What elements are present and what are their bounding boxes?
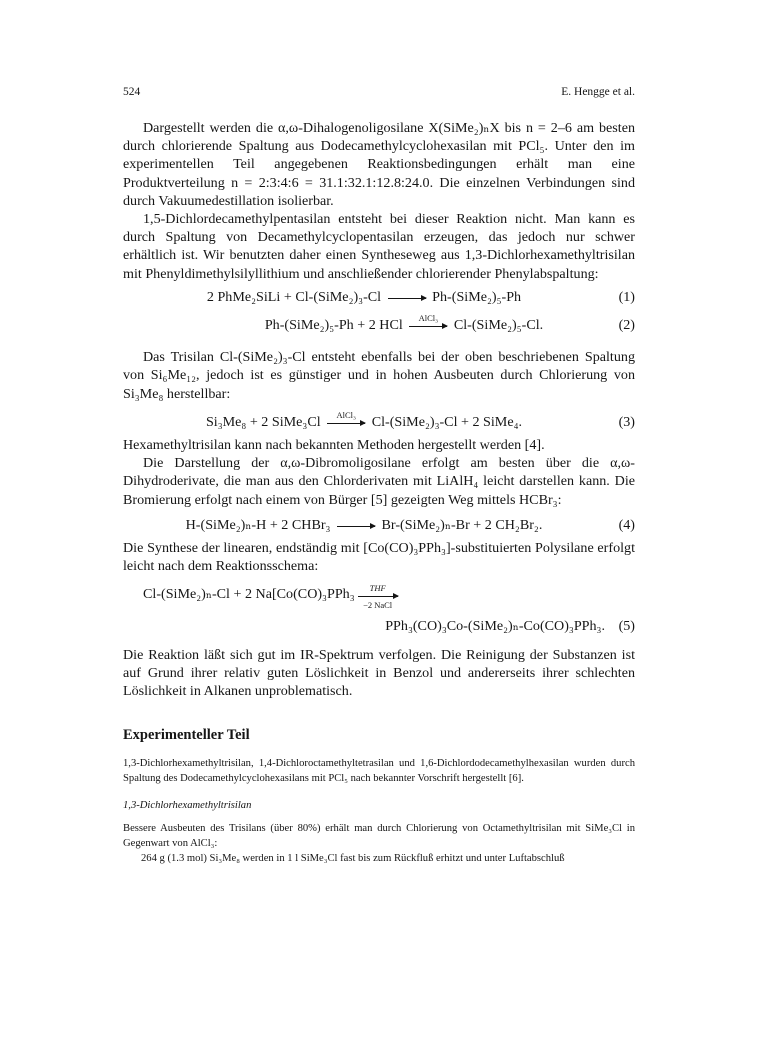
running-author: E. Hengge et al. <box>561 86 635 98</box>
equation-3 <box>123 409 635 431</box>
subsection-paragraph-1: Bessere Ausbeuten des Trisilans (über 80%) erhält man durch Chlorierung von Octamethyltrisilan mit SiMe₃Cl in Gegenwart von AlCl₃: <box>123 823 635 850</box>
reaction-arrow-icon <box>409 312 447 327</box>
equation-3-catalyst: AlCl₃ <box>336 409 356 420</box>
equation-2 <box>123 312 635 334</box>
page-number: 524 <box>123 86 141 98</box>
equation-1 <box>123 288 635 306</box>
equation-5-number: (5) <box>618 618 635 635</box>
reaction-arrow-icon <box>337 525 375 527</box>
equation-5-line-1 <box>123 585 635 617</box>
paragraph-4: Hexamethyltrisilan kann nach bekannten Methoden hergestellt werden [4]. <box>123 437 545 454</box>
equation-1-left: 2 PhMe₂SiLi + Cl-(SiMe₂)₃-Cl <box>206 288 382 305</box>
equation-2-right: Cl-(SiMe₂)₅-Cl. <box>453 317 544 334</box>
equation-4-right: Br-(SiMe₂)ₙ-Br + 2 CH₂Br₂. <box>381 516 543 533</box>
equation-4-number: (4) <box>618 516 635 533</box>
running-header <box>123 86 635 106</box>
equation-2-number: (2) <box>618 317 635 334</box>
subsection-text <box>123 821 635 866</box>
equation-5-solvent: THF <box>369 583 386 594</box>
paragraph-3: Das Trisilan Cl-(SiMe₂)₃-Cl entsteht ebenfalls bei der oben beschriebenen Spaltung von Si₆Me₁₂, jedoch ist es günstiger und in hohen Ausbeuten durch Chlorierung von Si₃Me₈ herstellbar: <box>123 349 635 402</box>
equation-4-left: H-(SiMe₂)ₙ-H + 2 CHBr₃ <box>185 516 331 533</box>
section-title: Experimenteller Teil <box>123 727 250 744</box>
page <box>123 86 635 866</box>
experimental-intro: 1,3-Dichlorhexamethyltrisilan, 1,4-Dichloroctamethyltetrasilan und 1,6-Dichlordodecamethylhexasilan wurden durch Spaltung des Dodecamethylcyclohexasilans mit PCl₅ nach bekannter Vorschrift hergestellt [6]. <box>123 758 635 785</box>
paragraph-1: Dargestellt werden die α,ω-Dihalogenoligosilane X(SiMe₂)ₙX bis n = 2–6 am besten durch chlorierende Spaltung aus Dodecamethylcyclohexasilan mit PCl₅. Unter den im experimentellen Teil angegebenen Reaktionsbedingungen erhält man eine Produktverteilung n = 2:3:4:6 = 31.1:32.1:12.8:24.0. Die einzelnen Verbindungen sind durch Vakuumedestillation isolierbar. <box>123 120 635 209</box>
subsection-heading: 1,3-Dichlorhexamethyltrisilan <box>123 800 252 812</box>
reaction-arrow-icon <box>388 297 426 299</box>
equation-2-catalyst: AlCl₃ <box>418 312 439 323</box>
equation-3-number: (3) <box>618 413 635 430</box>
equation-5-byproduct: −2 NaCl <box>363 600 393 611</box>
equation-5-line-2 <box>123 617 635 635</box>
experimental-text <box>123 756 635 786</box>
equation-5-left: Cl-(SiMe₂)ₙ-Cl + 2 Na[Co(CO)₃PPh₃ <box>143 586 355 603</box>
paragraph-6: Die Synthese der linearen, endständig mit [Co(CO)₃PPh₃]-substituierten Polysilane erfolgt leicht nach dem Reaktionsschema: <box>123 540 635 575</box>
paragraph-2: 1,5-Dichlordecamethylpentasilan entsteht bei dieser Reaktion nicht. Man kann es durch Spaltung von Decamethylcyclopentasilan erzeugen, das jedoch nur schwer erhältlich ist. Wir benutzten daher einen Syntheseweg aus 1,3-Dichlorhexamethyltrisilan mit Phenyldimethylsilyllithium und anschließender chlorierender Phenylabspaltung: <box>123 211 635 282</box>
equation-1-number: (1) <box>618 288 635 305</box>
paragraph-5: Die Darstellung der α,ω-Dibromoligosilane erfolgt am besten über die α,ω-Dihydroderivate, die man aus den Chlorderivaten mit LiAlH₄ leicht darstellen kann. Die Bromierung erfolgt nach einem von Bürger [5] gezeigten Weg mittels HCBr₃: <box>123 455 635 508</box>
paragraph-7: Die Reaktion läßt sich gut im IR-Spektrum verfolgen. Die Reinigung der Substanzen ist auf Grund ihrer relativ guten Löslichkeit in Benzol und andererseits ihrer schlechten Löslichkeit in Alkanen unproblematisch. <box>123 646 635 700</box>
equation-2-left: Ph-(SiMe₂)₅-Ph + 2 HCl <box>264 317 403 334</box>
equation-3-right: Cl-(SiMe₂)₃-Cl + 2 SiMe₄. <box>371 413 523 430</box>
reaction-arrow-icon <box>358 583 398 611</box>
equation-5-right: PPh₃(CO)₃Co-(SiMe₂)ₙ-Co(CO)₃PPh₃. <box>385 618 605 635</box>
reaction-arrow-icon <box>327 409 365 424</box>
equation-4 <box>123 516 635 534</box>
equation-3-left: Si₃Me₈ + 2 SiMe₃Cl <box>205 413 321 430</box>
equation-1-right: Ph-(SiMe₂)₅-Ph <box>432 288 522 305</box>
subsection-paragraph-2: 264 g (1.3 mol) Si₃Me₈ werden in 1 l SiMe₃Cl fast bis zum Rückfluß erhitzt und unter Luftabschluß <box>141 853 565 865</box>
main-text <box>123 119 635 700</box>
